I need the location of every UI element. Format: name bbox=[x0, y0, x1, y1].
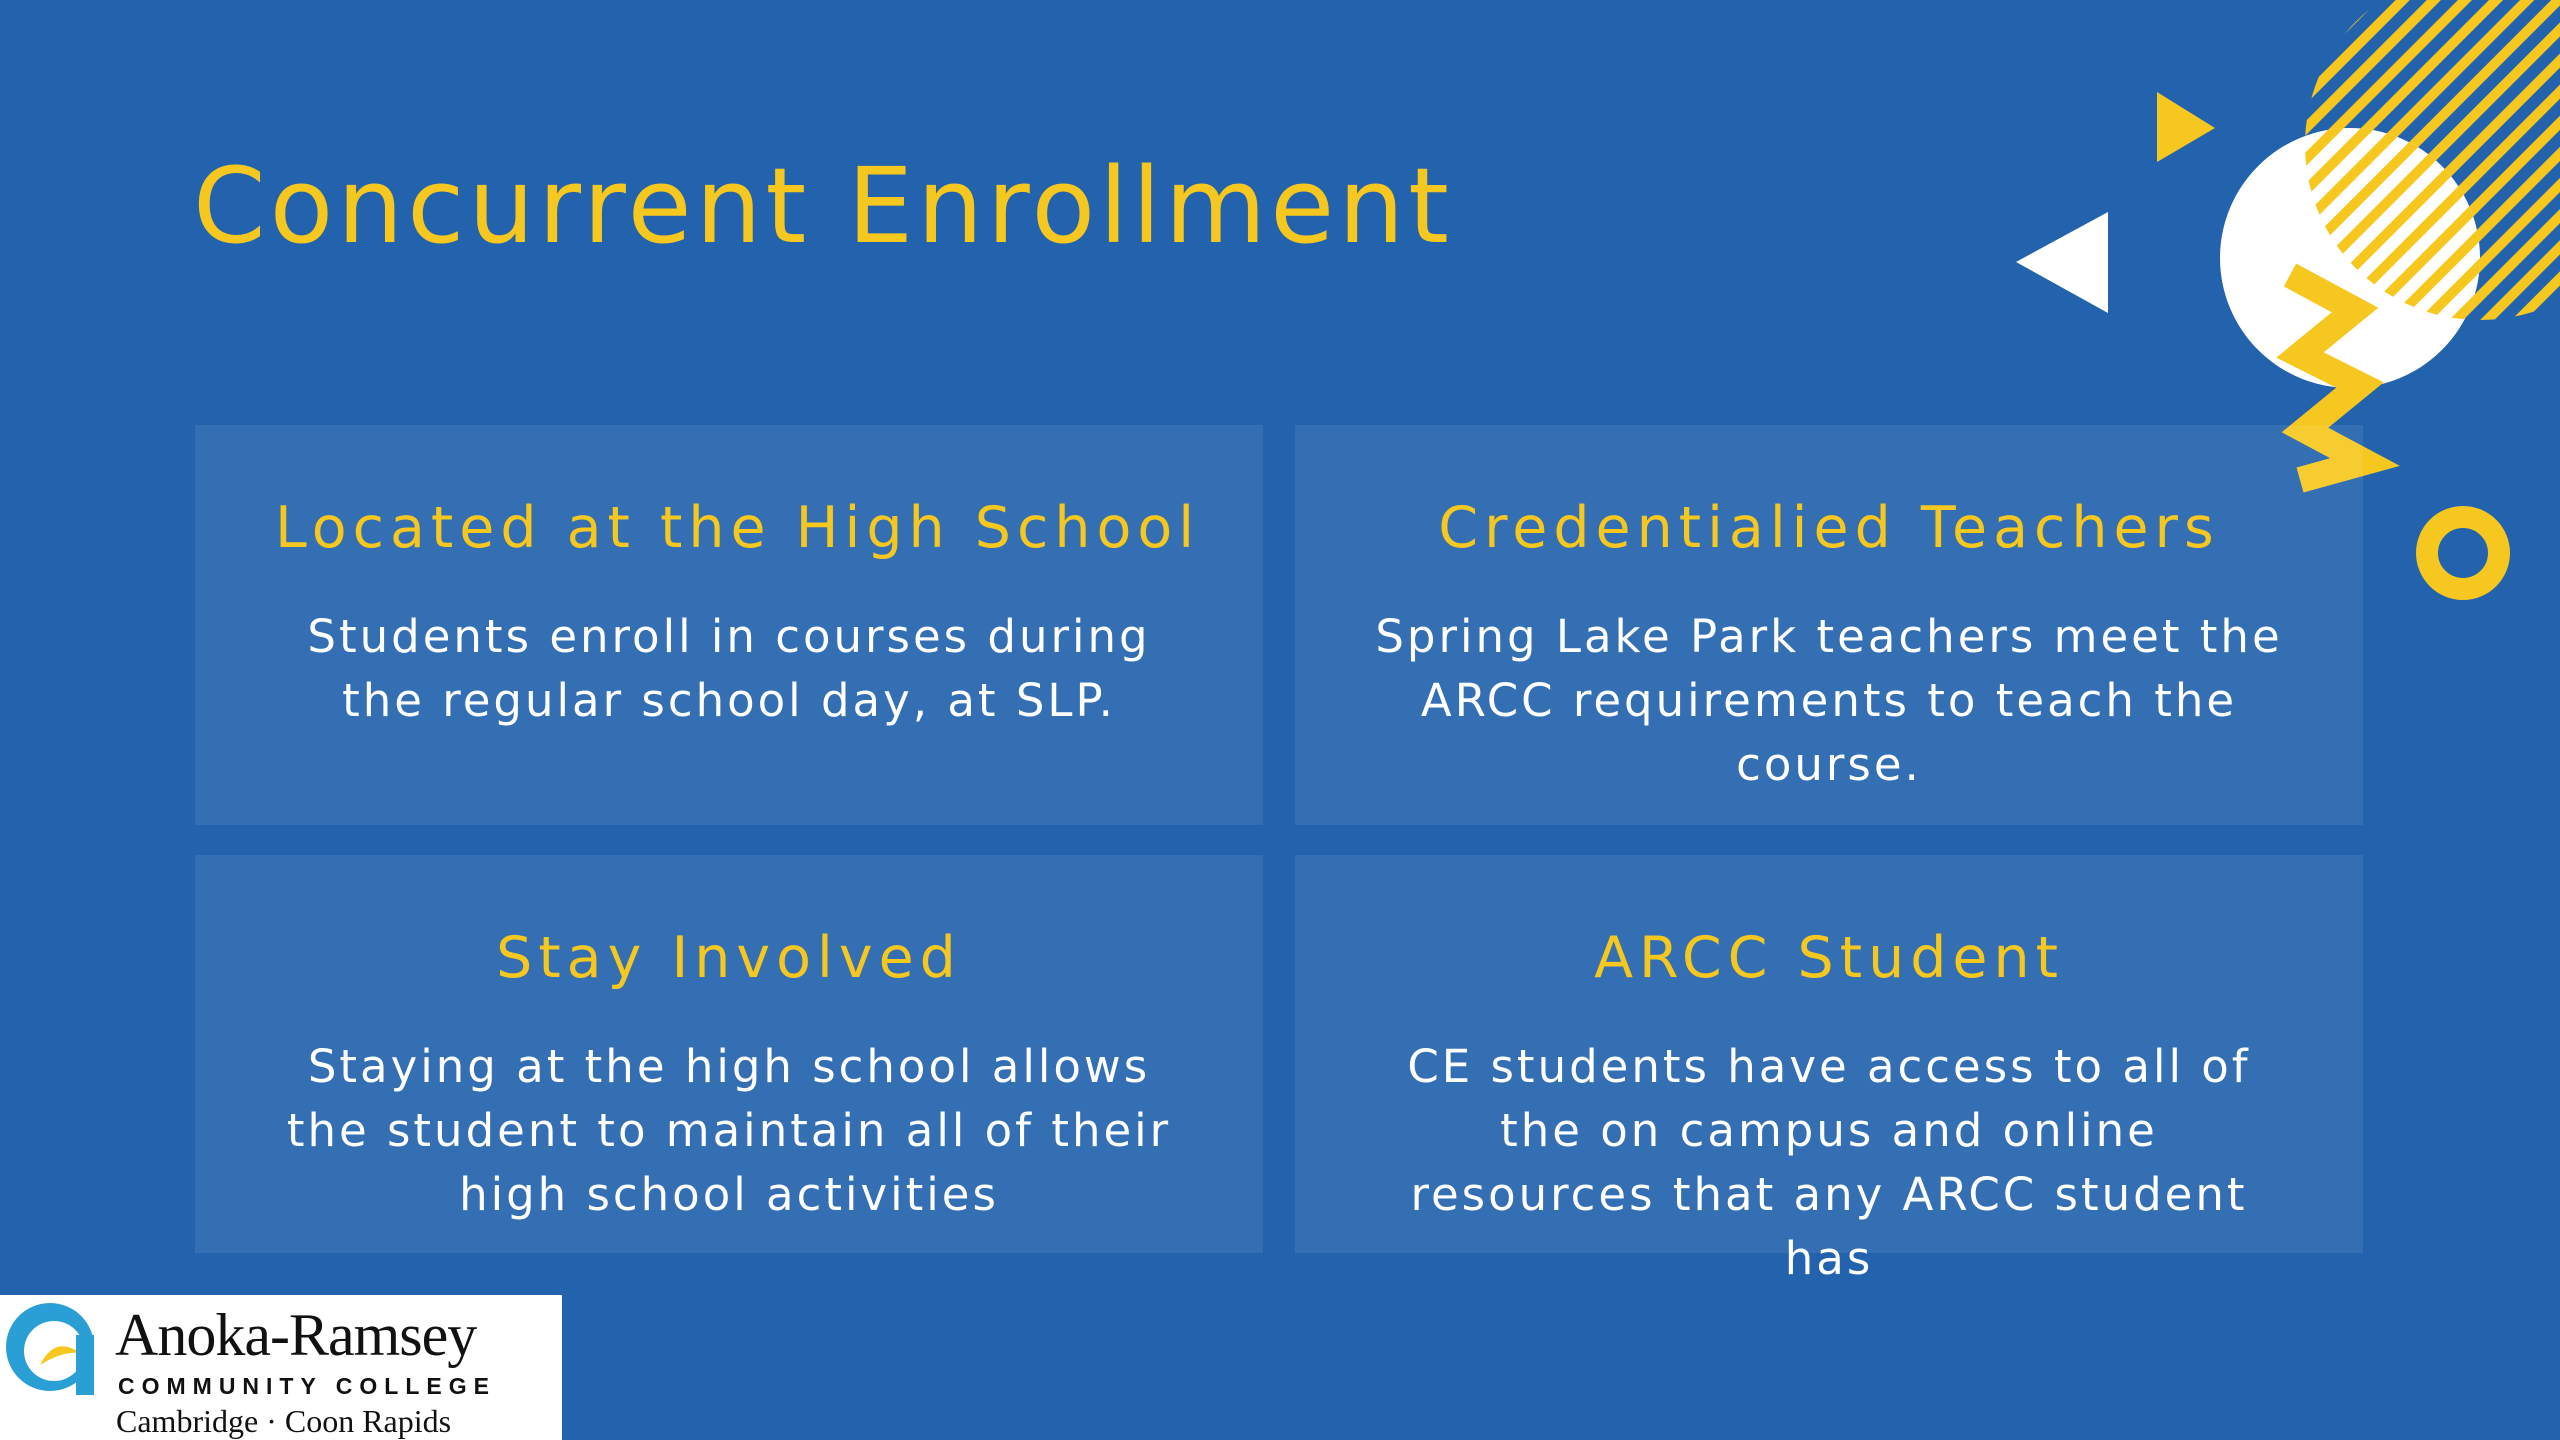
card-body: CE students have access to all of the on campus and online resources that any ARCC student has bbox=[1407, 1040, 2251, 1285]
college-logo bbox=[0, 1295, 562, 1440]
college-logo-icon bbox=[0, 1295, 110, 1405]
yellow-triangle-shape bbox=[2157, 92, 2215, 162]
card-body: Staying at the high school allows the student to maintain all of their high school activities bbox=[286, 1040, 1172, 1221]
card-body: Spring Lake Park teachers meet the ARCC requirements to teach the course. bbox=[1375, 610, 2283, 791]
info-card-student bbox=[1295, 855, 2363, 1285]
slide-title: Concurrent Enrollment bbox=[193, 145, 1453, 267]
college-campuses: Cambridge · Coon Rapids bbox=[116, 1403, 452, 1439]
card-heading: Credentialied Teachers bbox=[1438, 495, 2220, 561]
card-body: Students enroll in courses during the regular school day, at SLP. bbox=[307, 610, 1151, 727]
info-card-teachers bbox=[1295, 425, 2363, 825]
yellow-ring-shape bbox=[2427, 517, 2499, 589]
card-heading: Located at the High School bbox=[275, 495, 1201, 561]
card-heading: Stay Involved bbox=[496, 925, 962, 991]
college-subtitle: COMMUNITY COLLEGE bbox=[118, 1373, 496, 1399]
white-triangle-shape bbox=[2016, 212, 2108, 313]
card-heading: ARCC Student bbox=[1594, 925, 2064, 991]
college-name: Anoka-Ramsey bbox=[115, 1302, 477, 1368]
info-card-location bbox=[195, 425, 1263, 825]
info-card-involved bbox=[195, 855, 1263, 1253]
